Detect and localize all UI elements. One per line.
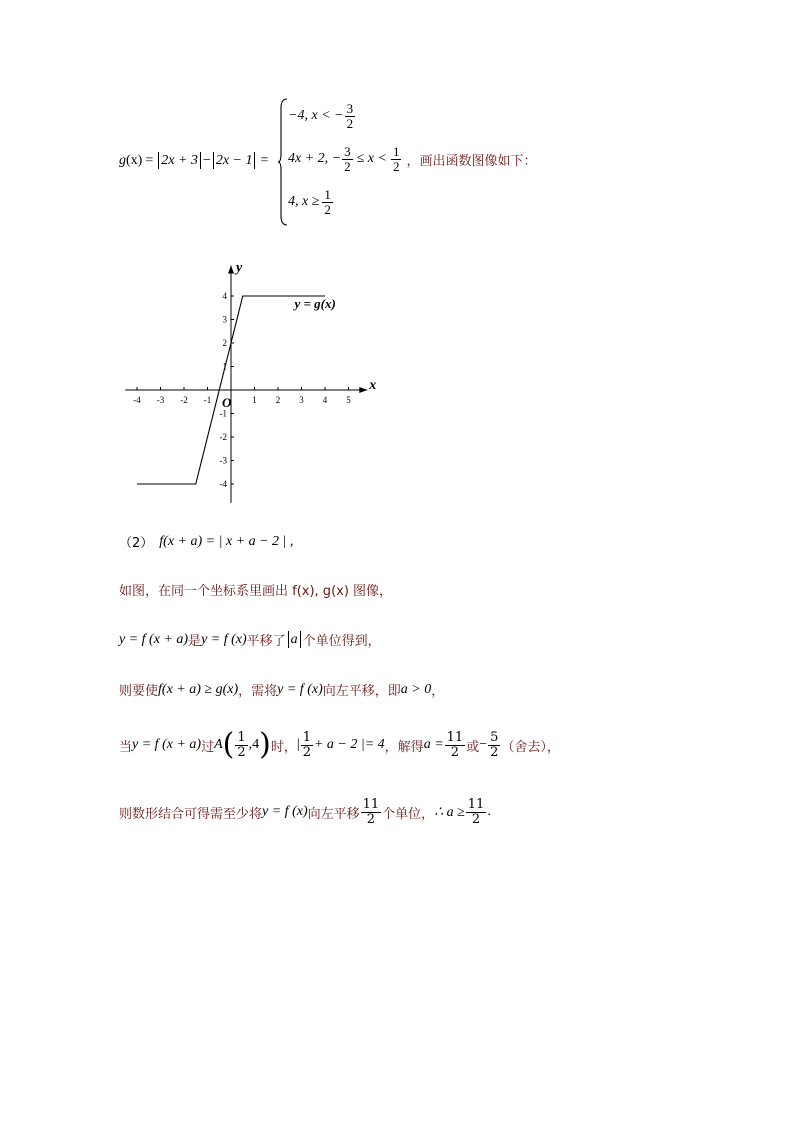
g-function-graph (118, 250, 398, 510)
text-units: 个单位， (382, 806, 435, 822)
text-need: ，需将 (238, 684, 278, 699)
case-2-den2: 2 (392, 158, 400, 174)
y-tick-label: 3 (222, 314, 227, 325)
x-tick-label: -1 (203, 395, 212, 405)
x-tick-label: 2 (275, 395, 281, 405)
shift-den: 2 (366, 811, 376, 827)
x-tick-label: 3 (299, 395, 304, 405)
abs-term-2: 2x − 1 (215, 152, 253, 168)
g-eq-2: = (260, 152, 269, 168)
equation-rest: + a − 2 |= 4 (313, 737, 385, 752)
x-axis-label: x (369, 378, 377, 393)
case-2 (288, 145, 536, 173)
case-1-num: 3 (346, 101, 354, 116)
case-2-cond: ≤ x < (356, 151, 387, 167)
case-1-den: 2 (346, 115, 354, 131)
x-tick-label: 5 (346, 395, 351, 405)
text-is: 是 (188, 634, 202, 649)
a-equals: a = (423, 737, 444, 752)
y-tick-label: 4 (222, 291, 227, 301)
text-at: 时， (270, 739, 297, 755)
case-3-text: 4, x ≥ (288, 194, 320, 210)
g-definition (119, 152, 268, 169)
plot-intro-text: ，画出函数图像如下： (406, 153, 537, 169)
g-arg: (x) (126, 152, 143, 168)
y-axis-label: y (236, 260, 243, 276)
part2-number: （2） (119, 536, 154, 551)
solution-line-3 (119, 680, 444, 699)
text-to-make: 则要使 (119, 684, 159, 699)
g-eq: = (145, 152, 154, 168)
series-annotation: y = g(x) (294, 295, 336, 311)
y-axis-arrow (228, 265, 234, 273)
x-tick-label: -3 (156, 395, 165, 405)
final-period: . (487, 804, 491, 820)
solution-line-5 (119, 798, 491, 826)
text-shift-left: 向左平移，即 (322, 684, 401, 699)
text-units-obtained: 个单位得到， (302, 634, 381, 649)
y-tick-label: -2 (219, 432, 227, 442)
text-passes: 过 (201, 739, 215, 755)
solution-line-1-text: 如图，在同一个坐标系里画出 f(x), g(x) 图像， (119, 584, 393, 599)
eq-frac-num: 1 (302, 729, 311, 745)
g-name: g (119, 152, 126, 168)
solution-line-4: 当 y = f (x + a) 过 A ( $\frac{1}{2}$ ,4 ) 时， | $\frac{1}{2}$ + a − 2 |= 4 ，解得 a = $\frac{11}{2}$ 或 − $\frac{5}{2}$ （舍去）， (119, 727, 560, 762)
point-a-y: ,4 (248, 737, 260, 752)
text-or: 或 (466, 739, 480, 755)
solution-line-2 (119, 630, 381, 649)
formula-abs-a: a (290, 631, 298, 647)
minus-sign-2: − (479, 737, 488, 752)
shift-num: 11 (362, 797, 380, 812)
formula-y-f-x-plus-a-2: y = f (x + a) (132, 737, 202, 752)
y-tick-label: 2 (222, 338, 227, 348)
case-1 (288, 102, 356, 130)
solution-2-den: 2 (490, 744, 499, 760)
formula-a-positive: a > 0 (400, 681, 432, 697)
case-2-num2: 1 (392, 144, 400, 159)
case-3 (288, 188, 334, 216)
x-tick-label: -4 (133, 395, 141, 405)
case-2-den: 2 (344, 158, 351, 174)
text-solve: ，解得 (384, 739, 424, 755)
point-a-x-den: 2 (237, 744, 246, 760)
y-tick-label: -4 (219, 479, 227, 489)
minus-sign: − (202, 152, 211, 168)
y-tick-label: -1 (219, 408, 227, 419)
x-tick-label: 1 (252, 395, 257, 405)
final-den: 2 (471, 811, 481, 827)
formula-inequality: f(x + a) ≥ g(x) (158, 681, 239, 697)
origin-label: O (222, 395, 232, 410)
solution-line-1 (119, 580, 392, 599)
case-2-num: 3 (344, 144, 351, 159)
part2-expression: f(x + a) = | x + a − 2 | , (159, 533, 294, 549)
formula-y-f-x: y = f (x) (201, 631, 247, 647)
x-tick-label: -2 (180, 395, 188, 405)
abs-term-1: 2x + 3 (161, 152, 198, 168)
text-shift-left-2: 向左平移 (307, 806, 360, 822)
x-axis-arrow (359, 387, 367, 393)
solution-1-den: 2 (450, 744, 460, 760)
case-1-text: −4, x < − (288, 108, 344, 124)
formula-y-f-x-plus-a: y = f (x + a) (119, 631, 189, 647)
point-a-label: A (214, 737, 223, 752)
piecewise-brace (278, 98, 288, 226)
text-when: 当 (119, 739, 133, 755)
text-conclusion: 则数形结合可得需至少将 (119, 806, 263, 822)
x-tick-label: 4 (322, 395, 328, 405)
y-tick-label: 1 (222, 361, 227, 372)
final-num: 11 (467, 797, 485, 812)
text-shifted: 平移了 (246, 634, 286, 649)
abs-open: | (296, 737, 300, 752)
therefore-a-geq: ∴ a ≥ (434, 804, 465, 820)
case-3-den: 2 (324, 201, 331, 217)
formula-y-f-x-2: y = f (x) (277, 681, 323, 697)
text-comma: ， (431, 684, 445, 699)
case-3-num: 1 (324, 187, 331, 202)
formula-y-f-x-3: y = f (x) (262, 804, 308, 820)
y-tick-label: -3 (219, 455, 227, 466)
part2-heading (119, 532, 293, 551)
solution-2-num: 5 (490, 729, 499, 745)
eq-frac-den: 2 (302, 744, 311, 760)
case-2-text: 4x + 2, − (288, 151, 342, 167)
solution-1-num: 11 (446, 729, 464, 745)
point-a-x-num: 1 (237, 729, 246, 745)
text-discard: （舍去）， (501, 739, 560, 755)
